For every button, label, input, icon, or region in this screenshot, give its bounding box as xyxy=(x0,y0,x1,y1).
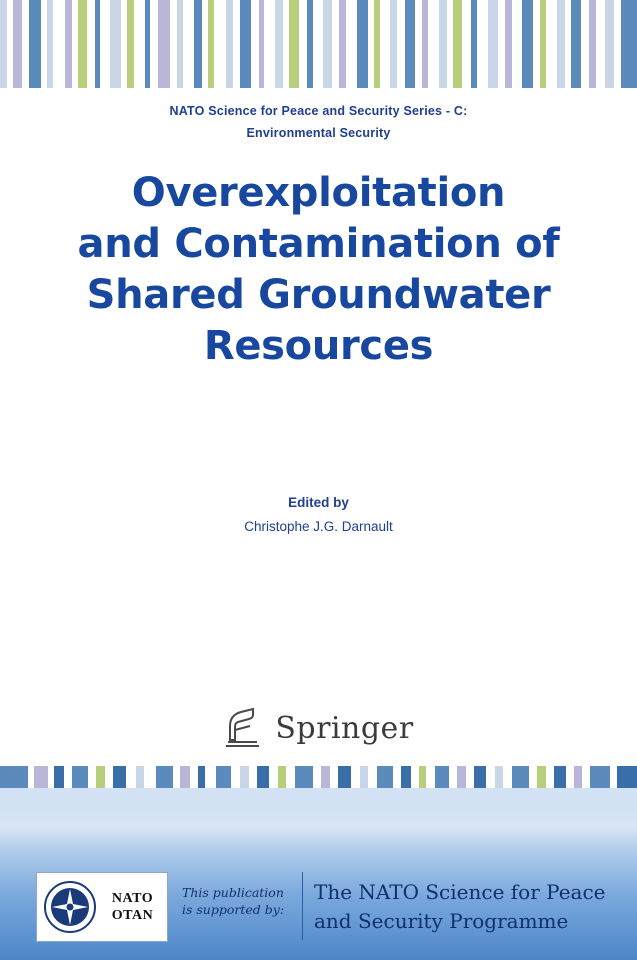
support-line-1: This publication xyxy=(182,885,284,900)
top-stripe xyxy=(110,0,121,88)
top-stripe xyxy=(259,0,264,88)
mid-dash xyxy=(512,766,529,788)
top-stripe xyxy=(145,0,150,88)
top-stripe xyxy=(430,0,439,88)
mid-dash xyxy=(617,766,637,788)
top-stripe xyxy=(439,0,447,88)
top-stripe xyxy=(390,0,397,88)
mid-dash xyxy=(136,766,144,788)
top-stripe xyxy=(158,0,170,88)
mid-dash xyxy=(156,766,173,788)
nato-line-1: NATO xyxy=(111,891,154,906)
mid-dash xyxy=(72,766,88,788)
mid-dash xyxy=(457,766,466,788)
top-stripe xyxy=(357,0,368,88)
top-stripe xyxy=(505,0,512,88)
series-line-2: Environmental Security xyxy=(246,126,391,140)
top-stripe xyxy=(557,0,565,88)
mid-dash xyxy=(113,766,126,788)
top-stripe xyxy=(226,0,233,88)
mid-dash xyxy=(257,766,269,788)
publisher-name: Springer xyxy=(275,710,414,746)
support-note xyxy=(182,884,294,918)
programme-name xyxy=(314,878,614,936)
mid-dash xyxy=(574,766,582,788)
top-stripe xyxy=(488,0,498,88)
mid-dash xyxy=(537,766,546,788)
top-stripe xyxy=(479,0,488,88)
publisher-logo xyxy=(0,706,637,750)
top-stripe xyxy=(275,0,283,88)
top-stripe xyxy=(216,0,226,88)
mid-dash xyxy=(0,766,28,788)
top-stripe xyxy=(571,0,581,88)
editor-name: Christophe J.G. Darnault xyxy=(244,519,393,534)
mid-dash xyxy=(240,766,249,788)
series-title xyxy=(0,100,637,144)
top-stripe xyxy=(382,0,390,88)
top-stripe xyxy=(102,0,110,88)
mid-dash xyxy=(54,766,64,788)
top-stripe xyxy=(47,0,53,88)
top-stripe xyxy=(374,0,380,88)
top-stripe xyxy=(540,0,546,88)
mid-dash-band xyxy=(0,766,637,788)
footer-sheen xyxy=(0,788,637,848)
top-stripe xyxy=(266,0,275,88)
programme-line-1: The NATO Science for Peace xyxy=(314,880,606,904)
mid-dash xyxy=(295,766,313,788)
top-stripe xyxy=(339,0,346,88)
mid-dash xyxy=(377,766,393,788)
top-stripe xyxy=(514,0,522,88)
series-line-1: NATO Science for Peace and Security Series - C: xyxy=(169,104,468,118)
mid-dash xyxy=(96,766,105,788)
mid-dash xyxy=(216,766,231,788)
title-line-4: Resources xyxy=(203,323,434,369)
top-stripe xyxy=(240,0,251,88)
title-line-1: Overexploitation xyxy=(131,170,506,216)
top-stripe xyxy=(307,0,313,88)
mid-dash xyxy=(321,766,330,788)
top-stripe xyxy=(405,0,415,88)
top-stripe xyxy=(464,0,471,88)
top-stripe xyxy=(315,0,323,88)
top-stripe xyxy=(136,0,145,88)
nato-compass-icon xyxy=(42,879,98,935)
mid-dash xyxy=(474,766,486,788)
mid-dash xyxy=(34,766,48,788)
top-stripe xyxy=(598,0,605,88)
nato-line-2: OTAN xyxy=(111,908,154,923)
mid-dash xyxy=(401,766,411,788)
top-stripe xyxy=(208,0,214,88)
springer-knight-icon xyxy=(223,706,263,750)
top-stripe xyxy=(29,0,41,88)
support-line-2: is supported by: xyxy=(182,902,285,917)
mid-dash xyxy=(554,766,566,788)
top-stripe xyxy=(589,0,596,88)
edited-by-label: Edited by xyxy=(288,495,349,510)
footer-divider xyxy=(302,872,303,940)
top-stripe xyxy=(621,0,637,88)
title-line-2: and Contamination of xyxy=(77,221,560,267)
top-stripe-band xyxy=(0,0,637,88)
nato-wordmark xyxy=(98,890,167,924)
top-stripe xyxy=(348,0,357,88)
top-stripe xyxy=(65,0,72,88)
top-stripe xyxy=(548,0,557,88)
top-stripe xyxy=(605,0,614,88)
top-stripe xyxy=(522,0,533,88)
nato-emblem-box xyxy=(36,872,168,942)
title-line-3: Shared Groundwater xyxy=(86,272,551,318)
top-stripe xyxy=(177,0,183,88)
top-stripe xyxy=(55,0,65,88)
mid-dash xyxy=(198,766,205,788)
mid-dash xyxy=(338,766,351,788)
mid-dash xyxy=(278,766,286,788)
top-stripe xyxy=(453,0,462,88)
mid-dash xyxy=(495,766,503,788)
programme-line-2: and Security Programme xyxy=(314,909,569,933)
mid-dash xyxy=(419,766,426,788)
top-stripe xyxy=(13,0,22,88)
mid-dash xyxy=(435,766,449,788)
top-stripe xyxy=(0,0,7,88)
top-stripe xyxy=(78,0,87,88)
top-stripe xyxy=(422,0,428,88)
top-stripe xyxy=(194,0,202,88)
top-stripe xyxy=(323,0,332,88)
mid-dash xyxy=(360,766,368,788)
top-stripe xyxy=(289,0,299,88)
top-stripe xyxy=(185,0,194,88)
page-title xyxy=(40,168,597,372)
top-stripe xyxy=(127,0,134,88)
top-stripe xyxy=(471,0,477,88)
top-stripe xyxy=(95,0,100,88)
mid-dash xyxy=(590,766,610,788)
mid-dash xyxy=(180,766,190,788)
